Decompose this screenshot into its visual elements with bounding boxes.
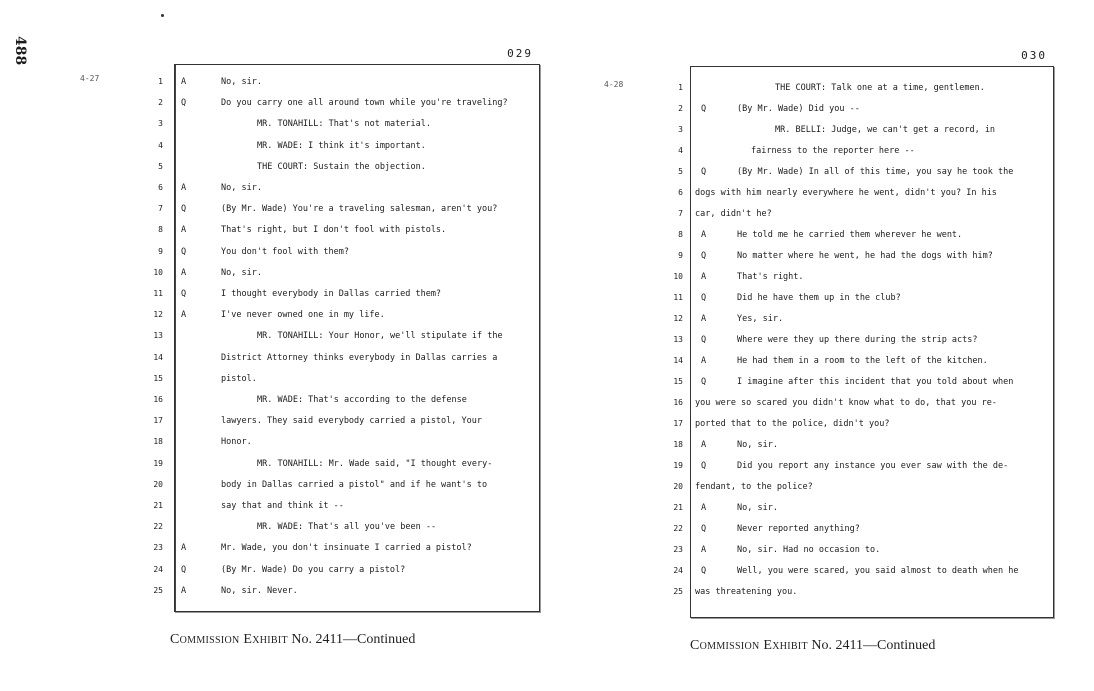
line-number: 4 bbox=[158, 140, 163, 150]
transcript-line-text: No, sir. bbox=[221, 77, 262, 87]
line-number: 8 bbox=[678, 230, 683, 239]
transcript-line-text: lawyers. They said everybody carried a pistol, Your bbox=[221, 416, 482, 427]
left-caption-suffix: No. 2411—Continued bbox=[291, 632, 416, 647]
speaker-marker: A bbox=[181, 543, 187, 554]
transcript-line-text: No, sir. Had no occasion to. bbox=[737, 545, 881, 555]
transcript-line-text: Did you report any instance you ever saw with the de- bbox=[737, 461, 1009, 471]
transcript-line-text: No matter where he went, he had the dogs with him? bbox=[737, 251, 993, 261]
line-number: 7 bbox=[158, 204, 163, 214]
speaker-marker: Q bbox=[181, 289, 187, 299]
speaker-marker: A bbox=[181, 225, 187, 236]
transcript-line-text: fendant, to the police? bbox=[695, 482, 813, 492]
speaker-marker: A bbox=[181, 77, 187, 87]
line-number: 25 bbox=[673, 587, 683, 596]
transcript-line-text: (By Mr. Wade) You're a traveling salesman, aren't you? bbox=[221, 204, 498, 215]
line-number: 16 bbox=[153, 395, 163, 404]
line-number: 20 bbox=[153, 479, 163, 489]
line-number: 6 bbox=[678, 188, 683, 197]
speaker-marker: Q bbox=[701, 566, 707, 576]
transcript-line-text: MR. TONAHILL: Your Honor, we'll stipulate if the bbox=[257, 331, 503, 342]
line-number: 24 bbox=[153, 564, 163, 574]
transcript-line-text: I imagine after this incident that you told about when bbox=[737, 377, 1014, 387]
transcript-line-text: Did he have them up in the club? bbox=[737, 293, 901, 303]
line-number: 22 bbox=[673, 524, 683, 533]
speaker-marker: A bbox=[181, 585, 187, 596]
line-number: 3 bbox=[158, 119, 163, 129]
line-number: 16 bbox=[673, 398, 683, 407]
transcript-line-text: I thought everybody in Dallas carried them? bbox=[221, 289, 442, 299]
transcript-line-text: He had them in a room to the left of the kitchen. bbox=[737, 356, 988, 366]
line-number: 13 bbox=[153, 331, 163, 341]
transcript-line-text: Yes, sir. bbox=[737, 314, 784, 324]
speaker-marker: A bbox=[181, 183, 187, 193]
speaker-marker: A bbox=[181, 267, 187, 278]
right-page-frame bbox=[673, 49, 1054, 618]
right-exhibit-caption bbox=[690, 638, 935, 654]
transcript-line-text: (By Mr. Wade) Do you carry a pistol? bbox=[221, 564, 406, 575]
line-number: 22 bbox=[153, 522, 163, 532]
speaker-marker: A bbox=[701, 230, 707, 240]
transcript-line-text: ported that to the police, didn't you? bbox=[695, 419, 890, 429]
line-number: 21 bbox=[673, 503, 683, 512]
page-number: 488 bbox=[12, 36, 28, 66]
line-number: 21 bbox=[153, 501, 163, 510]
transcript-line-text: car, didn't he? bbox=[695, 209, 772, 219]
transcript-line-text: No, sir. bbox=[737, 440, 778, 450]
speaker-marker: A bbox=[701, 503, 707, 513]
transcript-line-text: body in Dallas carried a pistol" and if he want's to bbox=[221, 479, 488, 490]
transcript-line-text: say that and think it -- bbox=[221, 501, 344, 511]
line-number: 19 bbox=[153, 458, 163, 468]
left-sheet-number: 029 bbox=[507, 47, 533, 60]
speaker-marker: A bbox=[701, 356, 707, 366]
transcript-line-text: No, sir. bbox=[221, 183, 262, 193]
transcript-line-text: MR. WADE: I think it's important. bbox=[257, 140, 426, 151]
speaker-marker: Q bbox=[701, 167, 707, 177]
transcript-line-text: (By Mr. Wade) In all of this time, you say he took the bbox=[737, 167, 1014, 177]
speaker-marker: A bbox=[701, 314, 707, 324]
transcript-line-text: dogs with him nearly everywhere he went, didn't you? In his bbox=[695, 188, 997, 198]
line-number: 18 bbox=[673, 440, 683, 449]
transcript-line-text: No, sir. bbox=[221, 267, 262, 278]
transcript-line-text: That's right. bbox=[737, 272, 804, 282]
line-number: 11 bbox=[153, 289, 163, 298]
line-number: 19 bbox=[673, 461, 683, 470]
transcript-line-text: THE COURT: Sustain the objection. bbox=[257, 161, 426, 172]
speaker-marker: Q bbox=[181, 246, 187, 257]
line-number: 3 bbox=[678, 125, 683, 134]
speaker-marker: Q bbox=[701, 377, 707, 387]
transcript-line-text: Never reported anything? bbox=[737, 524, 860, 534]
line-number: 7 bbox=[678, 209, 683, 218]
line-number: 18 bbox=[153, 437, 163, 447]
transcript-line-text: was threatening you. bbox=[695, 587, 798, 597]
left-exhibit-caption bbox=[170, 632, 415, 648]
line-number: 25 bbox=[153, 585, 163, 595]
transcript-line-text: MR. WADE: That's all you've been -- bbox=[257, 522, 437, 533]
speaker-marker: Q bbox=[701, 104, 707, 114]
line-number: 14 bbox=[673, 356, 683, 365]
transcript-line-text: Where were they up there during the strip acts? bbox=[737, 335, 978, 345]
speaker-marker: Q bbox=[701, 251, 707, 261]
line-number: 14 bbox=[153, 352, 163, 362]
right-caption-prefix: Commission Exhibit bbox=[690, 638, 808, 653]
line-number: 17 bbox=[153, 416, 163, 426]
transcript-line-text: Well, you were scared, you said almost to death when he bbox=[737, 566, 1019, 576]
scan-speck bbox=[161, 14, 164, 17]
speaker-marker: Q bbox=[181, 564, 187, 575]
speaker-marker: Q bbox=[701, 524, 707, 534]
right-caption-suffix: No. 2411—Continued bbox=[811, 638, 936, 653]
speaker-marker: A bbox=[701, 545, 707, 555]
line-number: 15 bbox=[673, 377, 683, 386]
transcript-line-text: (By Mr. Wade) Did you -- bbox=[737, 104, 860, 114]
transcript-line-text: I've never owned one in my life. bbox=[221, 310, 385, 321]
transcript-line-text: fairness to the reporter here -- bbox=[751, 146, 915, 156]
transcript-line-text: Mr. Wade, you don't insinuate I carried a pistol? bbox=[221, 543, 472, 554]
left-caption-prefix: Commission Exhibit bbox=[170, 632, 288, 647]
line-number: 1 bbox=[158, 77, 163, 86]
line-number: 10 bbox=[673, 272, 683, 281]
line-number: 15 bbox=[153, 373, 163, 383]
transcript-line-text: Honor. bbox=[221, 437, 252, 448]
speaker-marker: Q bbox=[181, 204, 187, 215]
line-number: 24 bbox=[673, 566, 683, 575]
transcript-line-text: MR. WADE: That's according to the defense bbox=[257, 395, 467, 405]
line-number: 1 bbox=[678, 83, 683, 92]
speaker-marker: Q bbox=[181, 98, 187, 109]
transcript-line-text: No, sir. Never. bbox=[221, 585, 298, 596]
speaker-marker: Q bbox=[701, 335, 707, 345]
line-number: 20 bbox=[673, 482, 683, 491]
transcript-line-text: you were so scared you didn't know what to do, that you re- bbox=[695, 398, 997, 408]
line-number: 9 bbox=[158, 246, 163, 256]
transcript-line-text: No, sir. bbox=[737, 503, 778, 513]
line-number: 4 bbox=[678, 146, 683, 155]
right-tape-reference: 4-28 bbox=[604, 80, 624, 89]
transcript-line-text: MR. TONAHILL: Mr. Wade said, "I thought every- bbox=[257, 458, 493, 469]
transcript-line-text: Do you carry one all around town while you're traveling? bbox=[221, 98, 508, 109]
left-margin-rule bbox=[175, 65, 176, 611]
line-number: 2 bbox=[678, 104, 683, 113]
transcript-line-text: MR. TONAHILL: That's not material. bbox=[257, 119, 431, 130]
line-number: 13 bbox=[673, 335, 683, 344]
transcript-line-text: He told me he carried them wherever he went. bbox=[737, 230, 963, 240]
line-number: 5 bbox=[678, 167, 683, 176]
speaker-marker: A bbox=[701, 440, 707, 450]
speaker-marker: A bbox=[701, 272, 707, 282]
right-sheet-number: 030 bbox=[1021, 49, 1047, 62]
line-number: 23 bbox=[153, 543, 163, 553]
line-number: 12 bbox=[673, 314, 683, 323]
speaker-marker: Q bbox=[701, 293, 707, 303]
line-number: 9 bbox=[678, 251, 683, 260]
transcript-line-text: THE COURT: Talk one at a time, gentlemen. bbox=[775, 83, 985, 93]
line-number: 2 bbox=[158, 98, 163, 108]
line-number: 12 bbox=[153, 310, 163, 320]
line-number: 11 bbox=[673, 293, 683, 302]
transcript-line-text: MR. BELLI: Judge, we can't get a record, in bbox=[775, 125, 996, 135]
transcript-line-text: District Attorney thinks everybody in Dallas carries a bbox=[221, 352, 498, 363]
transcript-line-text: That's right, but I don't fool with pistols. bbox=[221, 225, 447, 236]
left-page-frame bbox=[153, 47, 540, 612]
speaker-marker: A bbox=[181, 310, 187, 321]
transcript-line-text: pistol. bbox=[221, 373, 257, 384]
line-number: 5 bbox=[158, 161, 163, 171]
line-number: 17 bbox=[673, 419, 683, 428]
left-tape-reference: 4-27 bbox=[80, 74, 100, 83]
line-number: 10 bbox=[153, 267, 163, 277]
transcript-line-text: You don't fool with them? bbox=[221, 246, 349, 257]
line-number: 8 bbox=[158, 225, 163, 235]
line-number: 23 bbox=[673, 545, 683, 554]
line-number: 6 bbox=[158, 183, 163, 192]
speaker-marker: Q bbox=[701, 461, 707, 471]
